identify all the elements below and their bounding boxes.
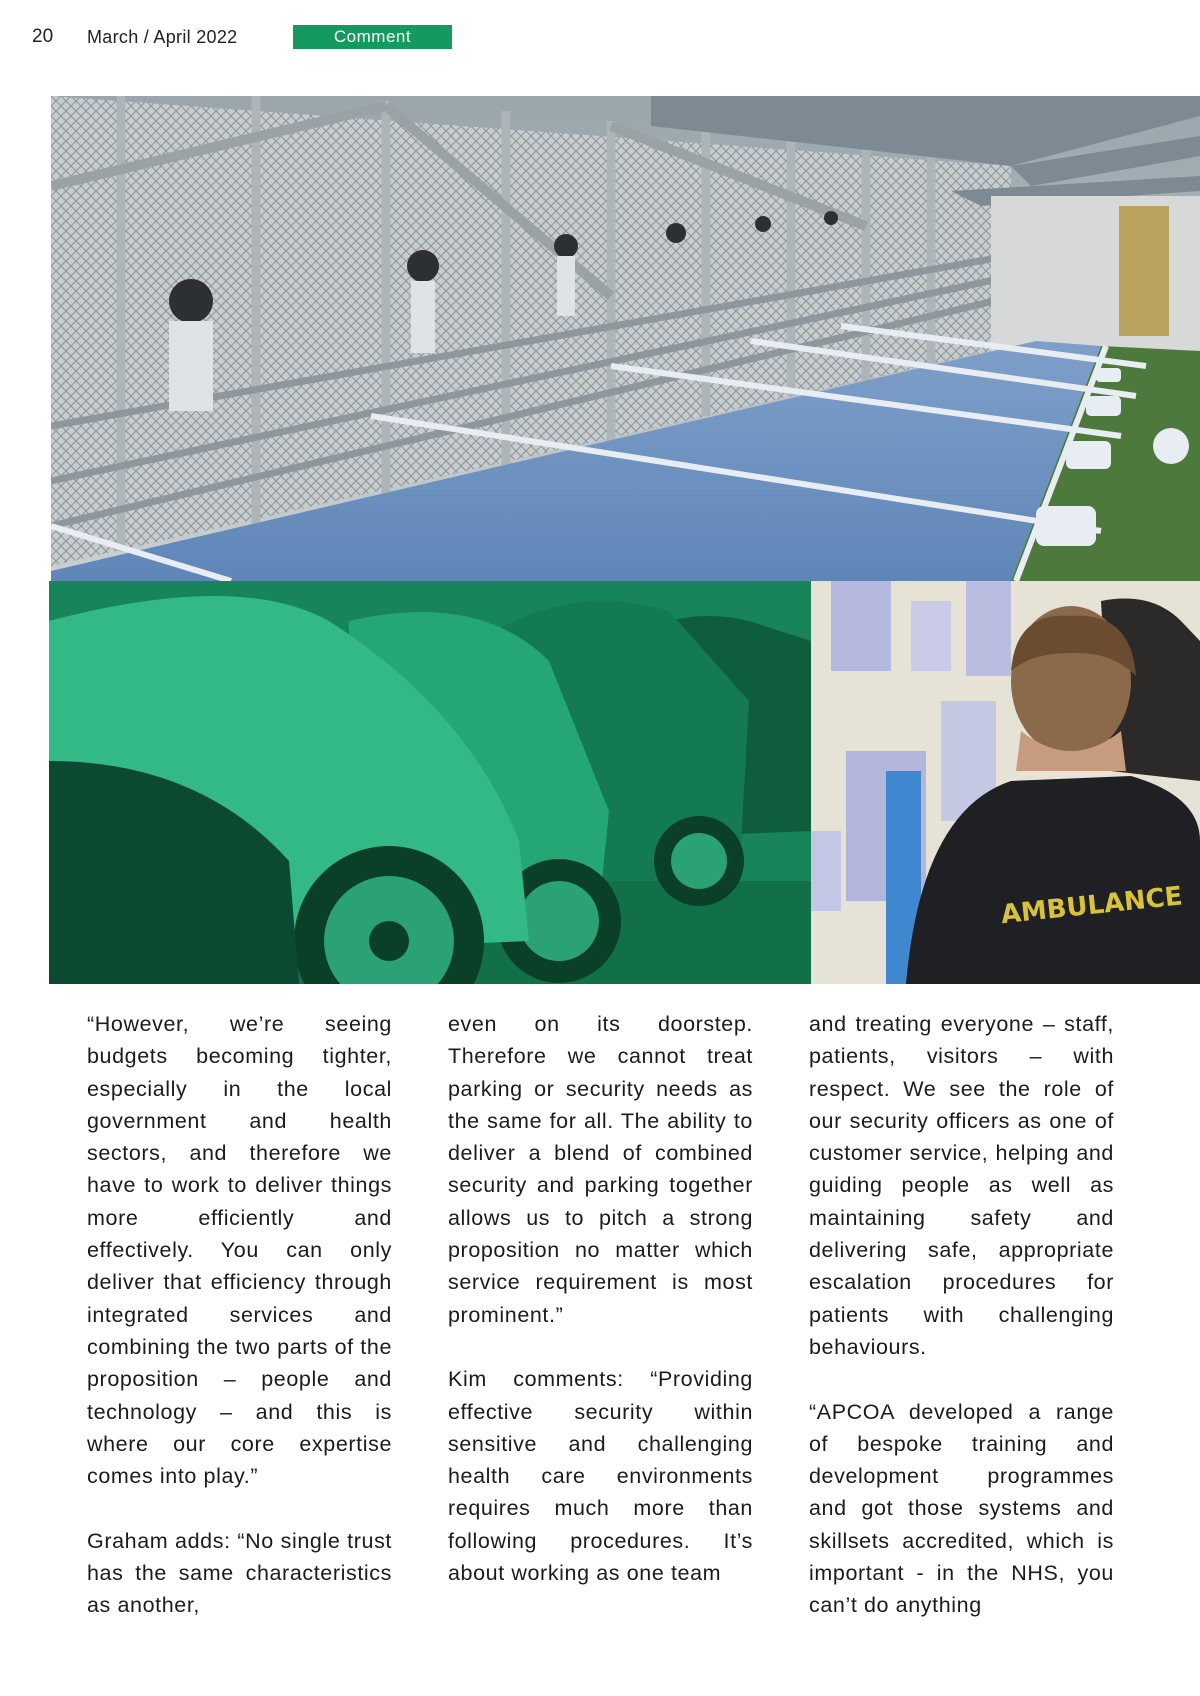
issue-date: March / April 2022: [87, 27, 238, 47]
article-column-3: [809, 1008, 1114, 1622]
article-column-2: [448, 1008, 753, 1589]
page-header: [0, 22, 1200, 52]
paragraph: even on its doorstep. Therefore we cannot treat parking or security needs as the same for all. The ability to deliver a blend of combined security and parking together allows us to pitch a strong proposition no matter which service requirement is most prominent.”: [448, 1012, 753, 1327]
paragraph: Kim comments: “Providing effective security within sensitive and challenging health care environments requires much more than following procedures. It’s about working as one team: [448, 1367, 753, 1586]
parking-bay-photo-icon: [51, 96, 1200, 581]
paragraph: and treating everyone – staff, patients, visitors – with respect. We see the role of our security officers as one of customer service, helping and guiding people as well as maintaining safety and delivering safe, appropriate escalation procedures for patients with challenging behaviours.: [809, 1012, 1114, 1359]
ev-cars-photo: [49, 581, 811, 984]
paragraph: “However, we’re seeing budgets becoming tighter, especially in the local government and health sectors, and therefore we have to work to deliver things more efficiently and effectively. You can only deliver that efficiency through integrated services and combining the two parts of the proposition – people and technology – and this is where our core expertise comes into play.”: [87, 1012, 392, 1489]
article-column-1: [87, 1008, 392, 1622]
ambulance-crew-photo-icon: [811, 581, 1200, 984]
ambulance-lettering: AMBULANCE: [999, 881, 1184, 931]
ambulance-crew-photo: [811, 581, 1200, 984]
paragraph: “APCOA developed a range of bespoke training and development programmes and got those systems and skillsets accredited, which is important - in the NHS, you can’t do anything: [809, 1399, 1114, 1618]
car-park-photo: [51, 96, 1200, 581]
section-tag: Comment: [293, 25, 452, 49]
paragraph: Graham adds: “No single trust has the same characteristics as another,: [87, 1528, 392, 1618]
page-number: 20: [32, 26, 54, 47]
ev-cars-photo-icon: [49, 581, 811, 984]
